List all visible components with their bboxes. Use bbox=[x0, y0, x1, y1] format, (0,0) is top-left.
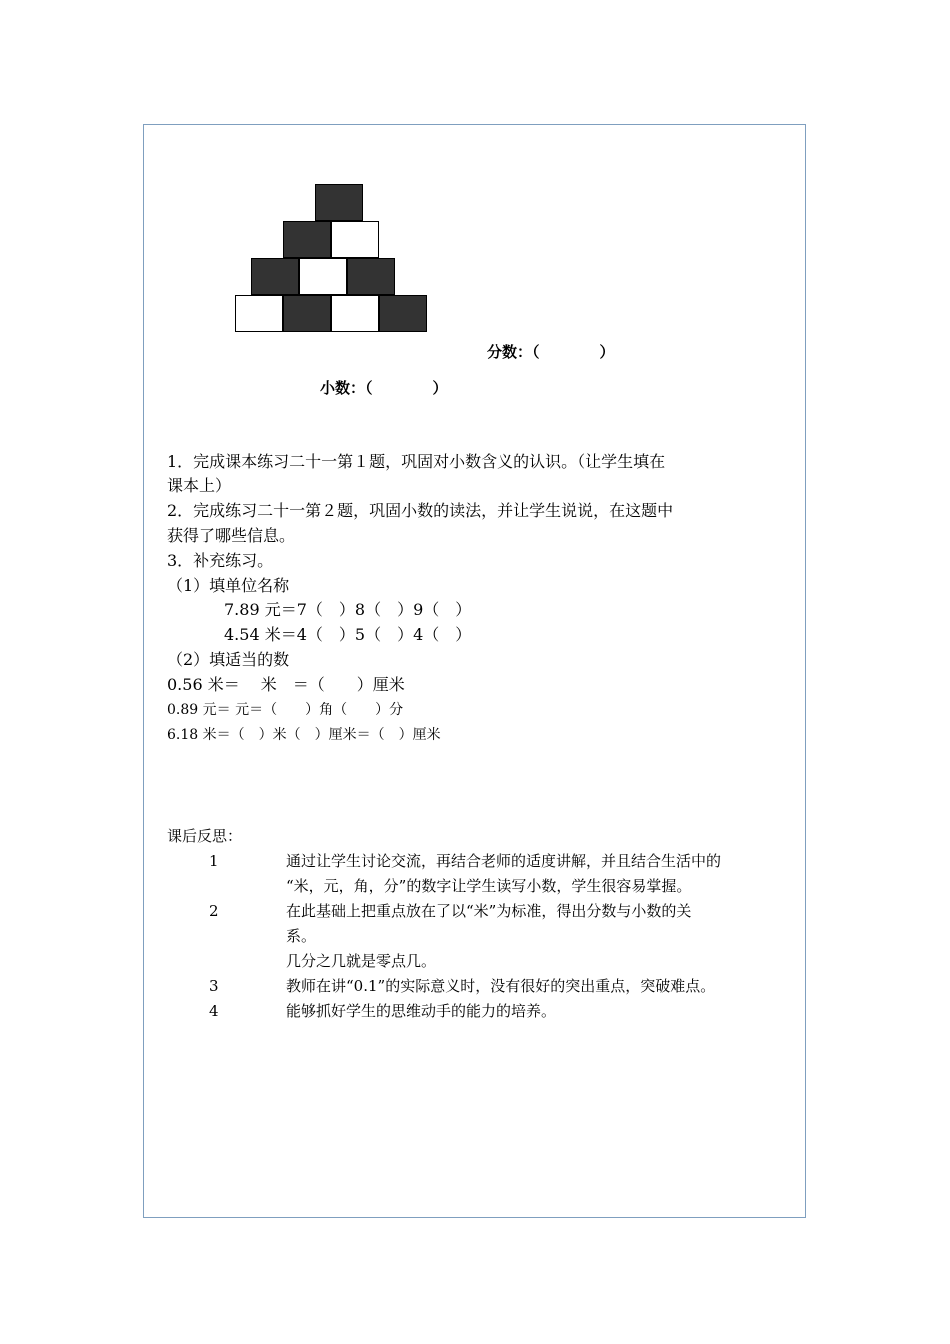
exercise-line: 2．完成练习二十一第２题，巩固小数的读法，并让学生说说，在这题中 bbox=[167, 501, 674, 520]
exercise-line: （1）填单位名称 bbox=[167, 576, 290, 595]
exercise-line: 3．补充练习。 bbox=[167, 551, 274, 570]
dark-block bbox=[315, 184, 363, 221]
dark-block bbox=[251, 258, 299, 295]
reflection-item-text: 能够抓好学生的思维动手的能力的培养。 bbox=[286, 1002, 557, 1020]
exercise-line: 1．完成课本练习二十一第１题，巩固对小数含义的认识。（让学生填在 bbox=[167, 452, 666, 471]
dark-block bbox=[347, 258, 395, 295]
reflection-item-text: 教师在讲“0.1”的实际意义时，没有很好的突出重点，突破难点。 bbox=[286, 977, 716, 995]
reflection-title: 课后反思： bbox=[167, 827, 243, 845]
dark-block bbox=[283, 221, 331, 258]
light-block bbox=[299, 258, 347, 295]
light-block bbox=[235, 295, 283, 332]
light-block bbox=[331, 221, 379, 258]
dark-block bbox=[379, 295, 427, 332]
exercise-line: 获得了哪些信息。 bbox=[167, 526, 296, 545]
reflection-item-number: 3 bbox=[209, 977, 219, 995]
reflection-item-text: 在此基础上把重点放在了以“米”为标准，得出分数与小数的关 bbox=[286, 902, 692, 920]
reflection-item-text: 通过让学生讨论交流，再结合老师的适度讲解，并且结合生活中的 bbox=[286, 852, 722, 870]
decimal-label: 小数：（ ） bbox=[320, 379, 448, 397]
exercise-line: 6.18 米＝（ ）米（ ）厘米＝（ ）厘米 bbox=[167, 727, 441, 743]
dark-block bbox=[283, 295, 331, 332]
page-frame bbox=[143, 124, 806, 1218]
exercise-line: 7.89 元＝7（ ）8（ ）9（ ） bbox=[192, 600, 472, 619]
reflection-item-text: “米，元，角，分”的数字让学生读写小数，学生很容易掌握。 bbox=[286, 877, 692, 895]
exercise-line: 0.56 米＝ 米 ＝（ ）厘米 bbox=[167, 675, 405, 694]
reflection-item-number: 2 bbox=[209, 902, 219, 920]
fraction-label: 分数：（ ） bbox=[487, 343, 615, 361]
reflection-item-text: 系。 bbox=[286, 927, 317, 945]
reflection-item-number: 1 bbox=[209, 852, 219, 870]
reflection-item-text: 几分之几就是零点几。 bbox=[286, 952, 437, 970]
reflection-item-number: 4 bbox=[209, 1002, 219, 1020]
exercise-line: 4.54 米＝4（ ）5（ ）4（ ） bbox=[192, 625, 472, 644]
light-block bbox=[331, 295, 379, 332]
exercise-line: 0.89 元＝ 元＝（ ）角（ ）分 bbox=[167, 702, 404, 718]
exercise-line: （2）填适当的数 bbox=[167, 650, 290, 669]
exercise-line: 课本上） bbox=[167, 476, 232, 495]
